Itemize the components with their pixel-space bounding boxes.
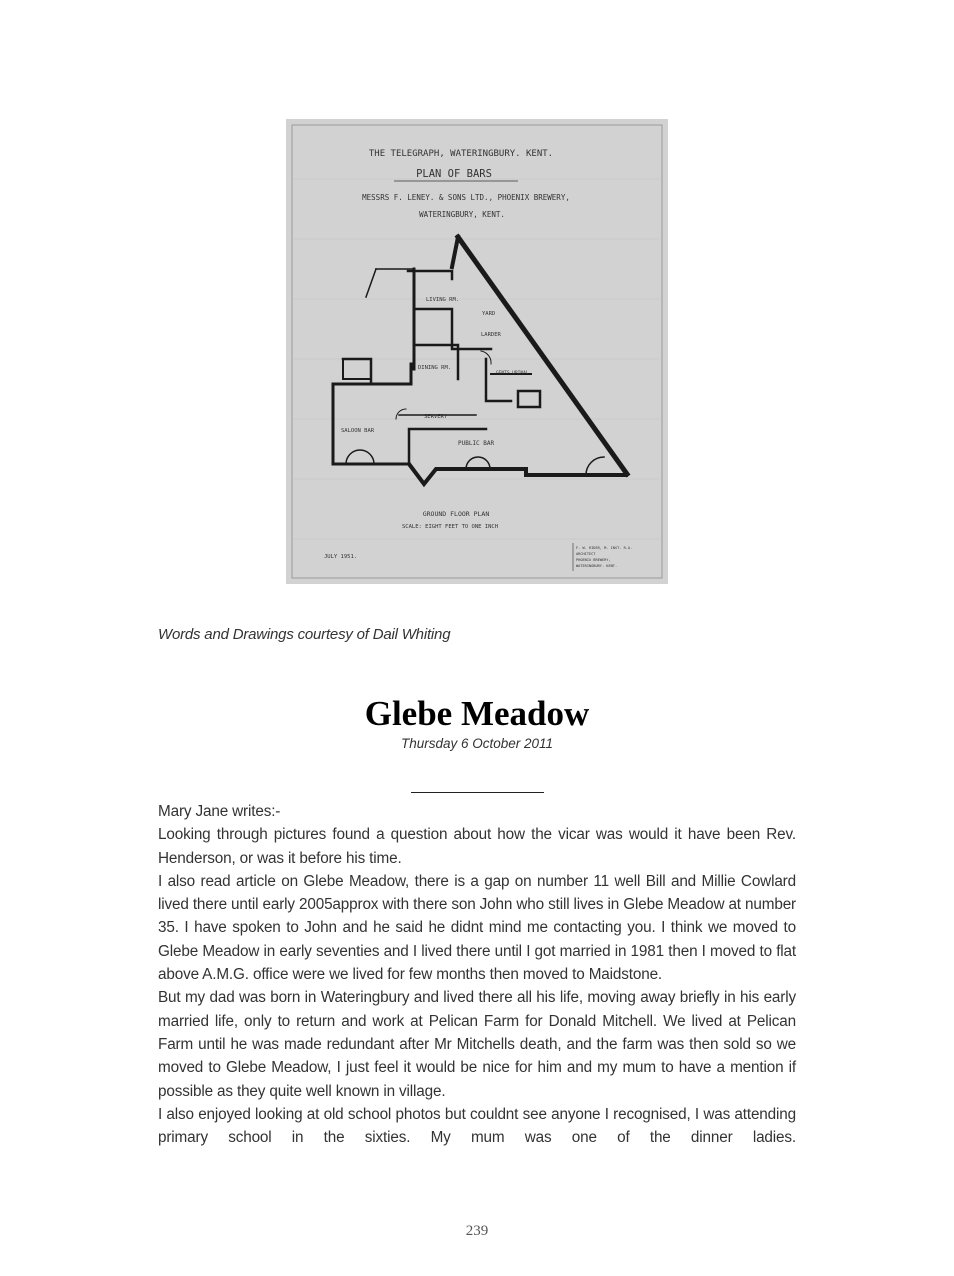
paragraph: Looking through pictures found a question about how the vicar was would it have been Rev. Henderson, or was it before his time. [158,826,796,867]
plan-date: JULY 1951. [324,554,358,560]
floor-plan-figure [286,119,668,584]
room-gents: GENTS URINAL [496,371,529,376]
room-yard: YARD [482,311,496,317]
plan-heading-2: PLAN OF BARS [416,168,492,180]
title-divider [411,792,544,793]
room-servery: SERVERY [424,414,448,420]
page-number: 239 [465,1223,489,1239]
room-living: LIVING RM. [426,297,460,303]
floor-plan-drawing [286,119,668,584]
plan-scale: SCALE: EIGHT FEET TO ONE INCH [401,524,499,530]
room-dining: DINING RM. [418,365,452,371]
room-public: PUBLIC BAR [458,440,495,447]
plan-heading-4: WATERINGBURY, KENT. [419,210,505,219]
plan-heading-1: THE TELEGRAPH, WATERINGBURY. KENT. [368,149,554,159]
paragraph: But my dad was born in Wateringbury and lived there all his life, moving away briefly in his early married life, only to return and work at Pelican Farm for Donald Mitchell. We lived at Pelican Farm until he was made redundant after Mr Mitchells death, and the farm was then sold so we moved to Glebe Meadow, I just feel it would be nice for him and my mum to have a mention if possible as they quite well known in village. [158,989,796,1100]
article-title: Glebe Meadow [364,694,590,733]
stamp-line-3: PHOENIX BREWERY, [576,558,611,562]
paragraph: Mary Jane writes:- [158,803,281,820]
stamp-line-4: WATERINGBURY. KENT. [576,564,618,568]
paragraph: I also read article on Glebe Meadow, there is a gap on number 11 well Bill and Millie Cowlard lived there until early 2005approx with there son John who still lives in Glebe Meadow at number 35. I have spoken to John and he said he didnt mind me contacting you. I think we moved to Glebe Meadow in early seventies and I lived there until I got married in 1981 then I moved to flat above A.M.G. office were we lived for few months then moved to Maidstone. [158,872,796,984]
article-date: Thursday 6 October 2011 [400,736,554,751]
figure-caption: Words and Drawings courtesy of Dail Whiting [158,626,451,643]
plan-heading-3: MESSRS F. LENEY. & SONS LTD., PHOENIX BREWERY, [362,193,570,202]
paragraph: I also enjoyed looking at old school photos but couldnt see anyone I recognised, I was attending primary school in the sixties. My mum was one of the dinner ladies. [158,1105,796,1147]
room-saloon: SALOON BAR [341,428,375,434]
plan-label: GROUND FLOOR PLAN [422,510,490,518]
stamp-line-2: ARCHITECT [576,552,596,556]
article-body [158,800,796,1149]
room-larder: LARDER [481,332,501,338]
stamp-line-1: F. W. RIDER, M. INST. R.A. [576,546,633,550]
